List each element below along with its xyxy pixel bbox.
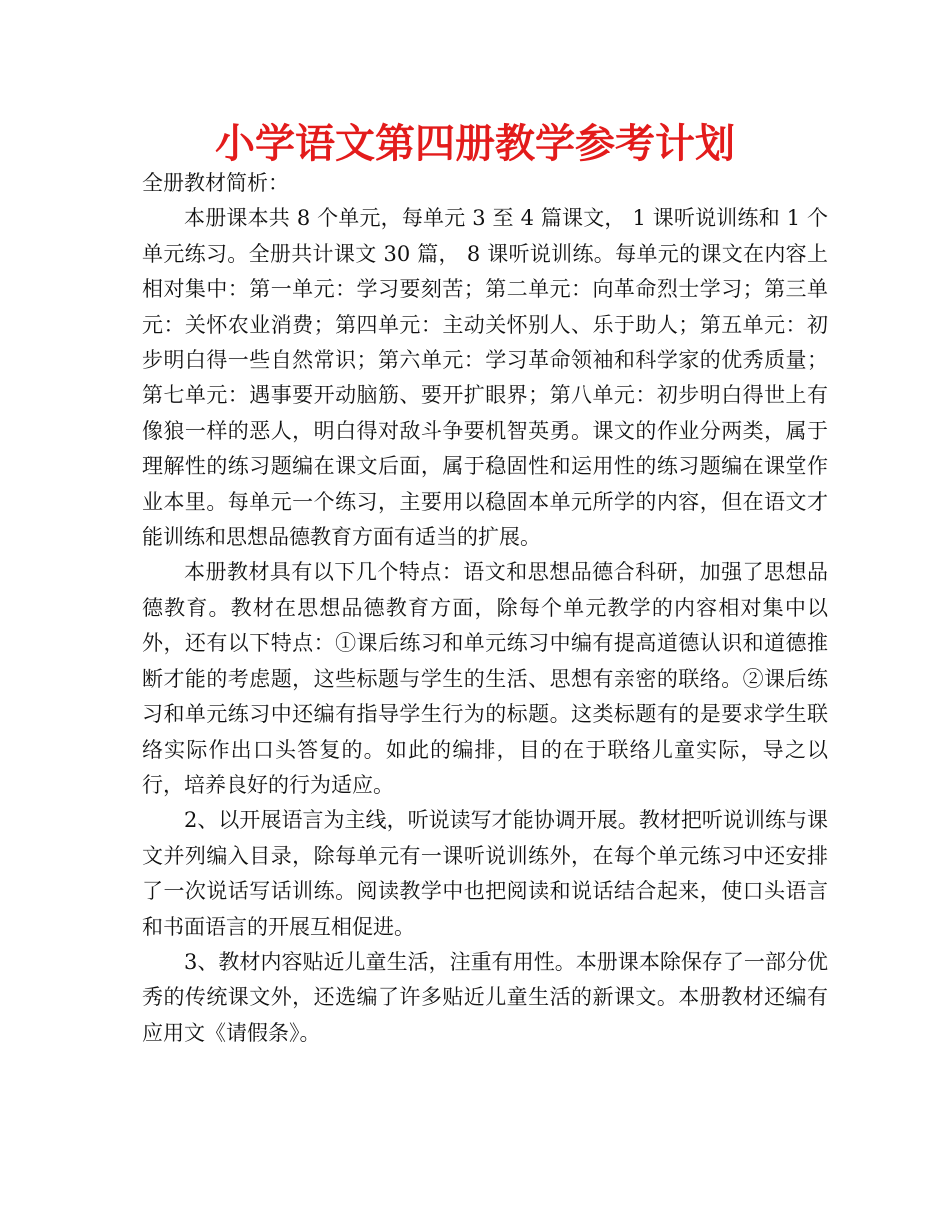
document-body	[142, 166, 828, 1051]
paragraph-content: 3、教材内容贴近儿童生活，注重有用性。本册课本除保存了一部分优秀的传统课文外，还选编了许多贴近儿童生活的新课文。本册教材还编有应用文《请假条》。	[142, 949, 828, 1045]
section-heading: 全册教材简析：	[142, 171, 289, 195]
paragraph-overview: 本册课本共 8 个单元，每单元 3 至 4 篇课文， 1 课听说训练和 1 个单元练习。全册共计课文 30 篇， 8 课听说训练。每单元的课文在内容上相对集中：第一单元：学习要刻苦；第二单元：向革命烈士学习；第三单元：关怀农业消费；第四单元：主动关怀别人、乐于助人；第五单元：初步明白得一些自然常识；第六单元：学习革命领袖和科学家的优秀质量；第七单元：遇事要开动脑筋、要开扩眼界；第八单元：初步明白得世上有像狼一样的恶人，明白得对敌斗争要机智英勇。课文的作业分两类，属于理解性的练习题编在课文后面，属于稳固性和运用性的练习题编在课堂作业本里。每单元一个练习，主要用以稳固本单元所学的内容，但在语文才能训练和思想品德教育方面有适当的扩展。	[142, 206, 828, 550]
document-title: 小学语文第四册教学参考计划	[215, 121, 735, 167]
paragraph-language: 2、以开展语言为主线，听说读写才能协调开展。教材把听说训练与课文并列编入目录，除每单元有一课听说训练外，在每个单元练习中还安排了一次说话写话训练。阅读教学中也把阅读和说话结合起来，使口头语言和书面语言的开展互相促进。	[142, 808, 828, 939]
paragraph-features: 本册教材具有以下几个特点：语文和思想品德合科研，加强了思想品德教育。教材在思想品德教育方面，除每个单元教学的内容相对集中以外，还有以下特点：①课后练习和单元练习中编有提高道德认识和道德推断才能的考虑题，这些标题与学生的生活、思想有亲密的联络。②课后练习和单元练习中还编有指导学生行为的标题。这类标题有的是要求学生联络实际作出口头答复的。如此的编排，目的在于联络儿童实际，导之以行，培养良好的行为适应。	[142, 560, 828, 797]
